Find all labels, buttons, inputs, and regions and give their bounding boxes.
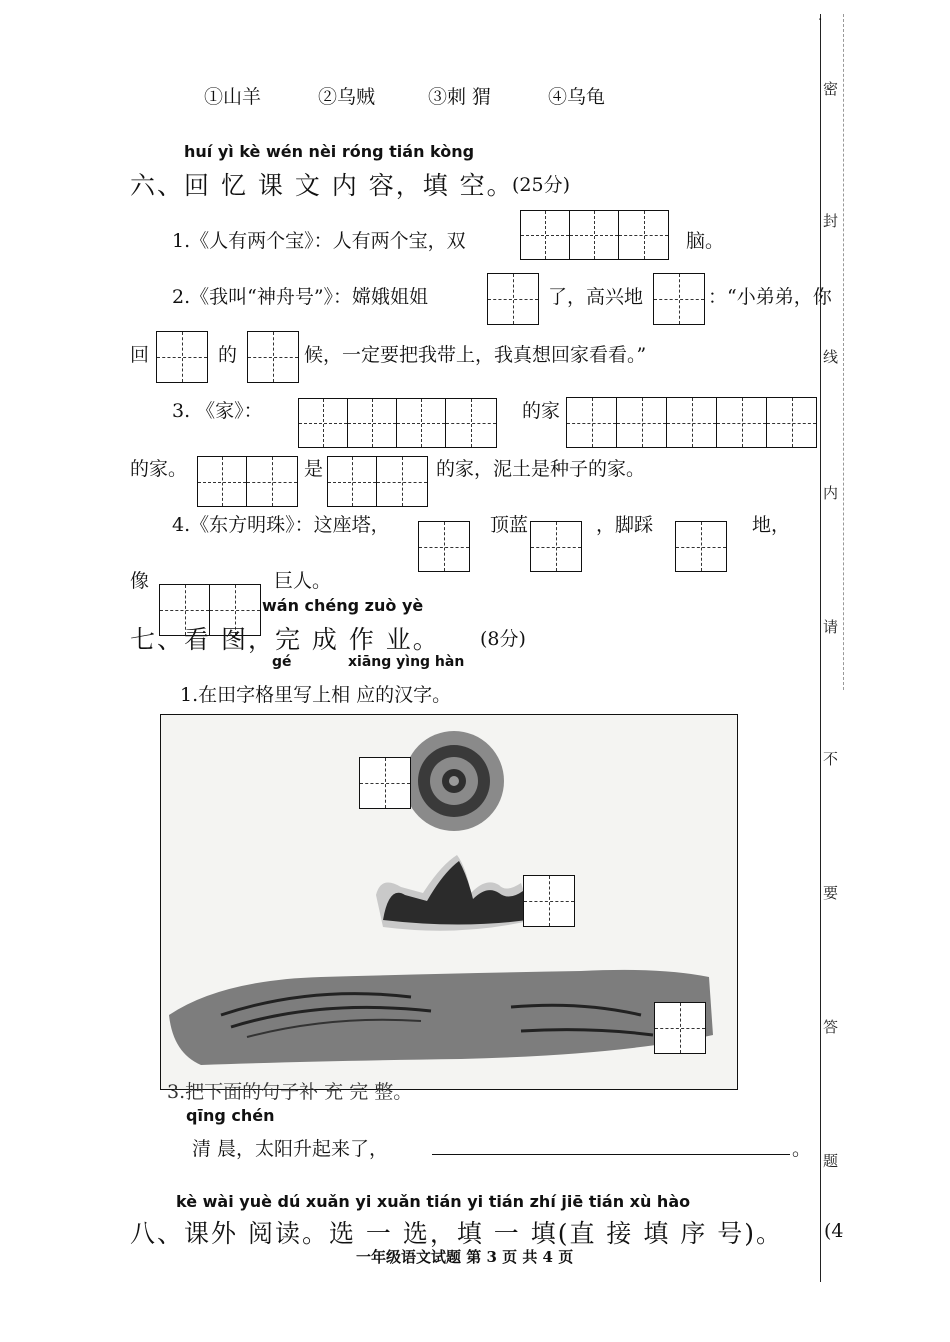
- q6-2-text: 2.《我叫“神舟号”》：嫦娥姐姐: [172, 286, 429, 308]
- q6-4-foot: ，脚踩: [596, 514, 654, 536]
- q7-3-end: 。: [792, 1138, 812, 1160]
- answer-cell[interactable]: [666, 397, 717, 448]
- answer-cell[interactable]: [445, 398, 497, 448]
- section6-score: (25分): [512, 174, 571, 196]
- q6-4-text: 4.《东方明珠》：这座塔，: [172, 514, 390, 536]
- option-4: ④乌龟: [548, 86, 606, 108]
- section8-title: 八、课外 阅读。选 一 选，填 一 填(直 接 填 序 号)。: [130, 1219, 784, 1248]
- seal-mark: .: [818, 8, 823, 24]
- page-footer: 一年级语文试题 第 3 页 共 4 页: [356, 1248, 574, 1266]
- scene-drawing: [161, 715, 737, 1089]
- answer-cell[interactable]: [618, 210, 669, 260]
- q6-2-line2-start: 回: [130, 344, 150, 366]
- q6-2-de: 的: [218, 344, 238, 366]
- scene-picture: [160, 714, 738, 1103]
- answer-cell[interactable]: [376, 456, 428, 507]
- q6-1-text: 1.《人有两个宝》：人有两个宝，双: [172, 230, 466, 252]
- q7-1-pinyin-xiangying: xiāng yìng hàn: [348, 654, 465, 670]
- seal-char: 请: [823, 618, 839, 636]
- water-answer-cell[interactable]: [654, 1002, 706, 1054]
- mountain-answer-cell[interactable]: [523, 875, 575, 927]
- q7-3-instruction: 3.把下面的句子补 充 完 整。: [167, 1081, 413, 1103]
- seal-char: 答: [823, 1018, 839, 1036]
- q6-1-end: 脑。: [686, 230, 725, 252]
- q6-3-shi: 是: [304, 458, 324, 480]
- seal-char: 不: [823, 750, 839, 768]
- section7-pinyin: wán chéng zuò yè: [262, 596, 424, 615]
- answer-cell[interactable]: [347, 398, 397, 448]
- q6-4-line2-start: 像: [130, 570, 150, 592]
- answer-cell[interactable]: [487, 273, 539, 325]
- q6-3-line2-start: 的家。: [130, 458, 188, 480]
- section7-title: 七、看 图，完 成 作 业。: [130, 625, 440, 654]
- q7-1-instruction: 1.在田字格里写上相 应的汉字。: [180, 684, 452, 706]
- binding-line: [820, 14, 821, 1282]
- seal-char: 封: [823, 212, 839, 230]
- q6-4-land: 地，: [752, 514, 791, 536]
- answer-cell[interactable]: [327, 456, 377, 507]
- q6-3-text: 3. 《家》：: [172, 400, 263, 422]
- answer-cell[interactable]: [716, 397, 767, 448]
- answer-cell[interactable]: [766, 397, 817, 448]
- answer-cell[interactable]: [418, 521, 470, 572]
- q6-3-end: 的家，泥土是种子的家。: [436, 458, 646, 480]
- water-icon: [169, 970, 713, 1065]
- section8-score: (4: [824, 1220, 844, 1242]
- binding-dotted-line: [843, 14, 844, 690]
- q6-4-blue: 顶蓝: [490, 514, 529, 536]
- section6-title: 六、回 忆 课 文 内 容，填 空。: [130, 171, 514, 200]
- q7-1-pinyin-ge: gé: [272, 654, 292, 670]
- q6-4-end: 巨人。: [274, 570, 332, 592]
- option-1: ①山羊: [204, 86, 262, 108]
- seal-char: 题: [823, 1152, 839, 1170]
- q7-3-sentence: 清 晨，太阳升起来了，: [192, 1138, 389, 1160]
- q6-2-quote: ：“小弟弟，你: [708, 286, 832, 308]
- answer-cell[interactable]: [197, 456, 247, 507]
- q6-2-end: 候，一定要把我带上，我真想回家看看。”: [304, 344, 647, 366]
- section7-score: (8分): [480, 628, 526, 650]
- q6-3-mid: 的家: [522, 400, 561, 422]
- answer-cell[interactable]: [396, 398, 446, 448]
- answer-cell[interactable]: [530, 521, 582, 572]
- option-3: ③刺 猬: [428, 86, 492, 108]
- answer-cell[interactable]: [246, 456, 298, 507]
- seal-char: 线: [823, 348, 839, 366]
- sun-answer-cell[interactable]: [359, 757, 411, 809]
- option-2: ②乌贼: [318, 86, 376, 108]
- answer-cell[interactable]: [675, 521, 727, 572]
- answer-cell[interactable]: [569, 210, 619, 260]
- seal-char: 内: [823, 484, 839, 502]
- q7-3-answer-line[interactable]: [432, 1154, 790, 1155]
- section6-pinyin: huí yì kè wén nèi róng tián kòng: [184, 142, 475, 161]
- section8-pinyin: kè wài yuè dú xuǎn yi xuǎn tián yi tián zhí jiē tián xù hào: [176, 1192, 691, 1211]
- answer-cell[interactable]: [653, 273, 705, 325]
- sun-icon: [404, 731, 504, 831]
- seal-char: 要: [823, 884, 839, 902]
- answer-cell[interactable]: [156, 331, 208, 383]
- q6-2-mid: 了，高兴地: [548, 286, 644, 308]
- mountain-icon: [376, 855, 533, 931]
- answer-cell[interactable]: [616, 397, 667, 448]
- answer-cell[interactable]: [566, 397, 617, 448]
- q7-3-pinyin: qīng chén: [186, 1106, 275, 1125]
- seal-char: 密: [823, 80, 839, 98]
- answer-cell[interactable]: [520, 210, 570, 260]
- answer-cell[interactable]: [298, 398, 348, 448]
- answer-cell[interactable]: [247, 331, 299, 383]
